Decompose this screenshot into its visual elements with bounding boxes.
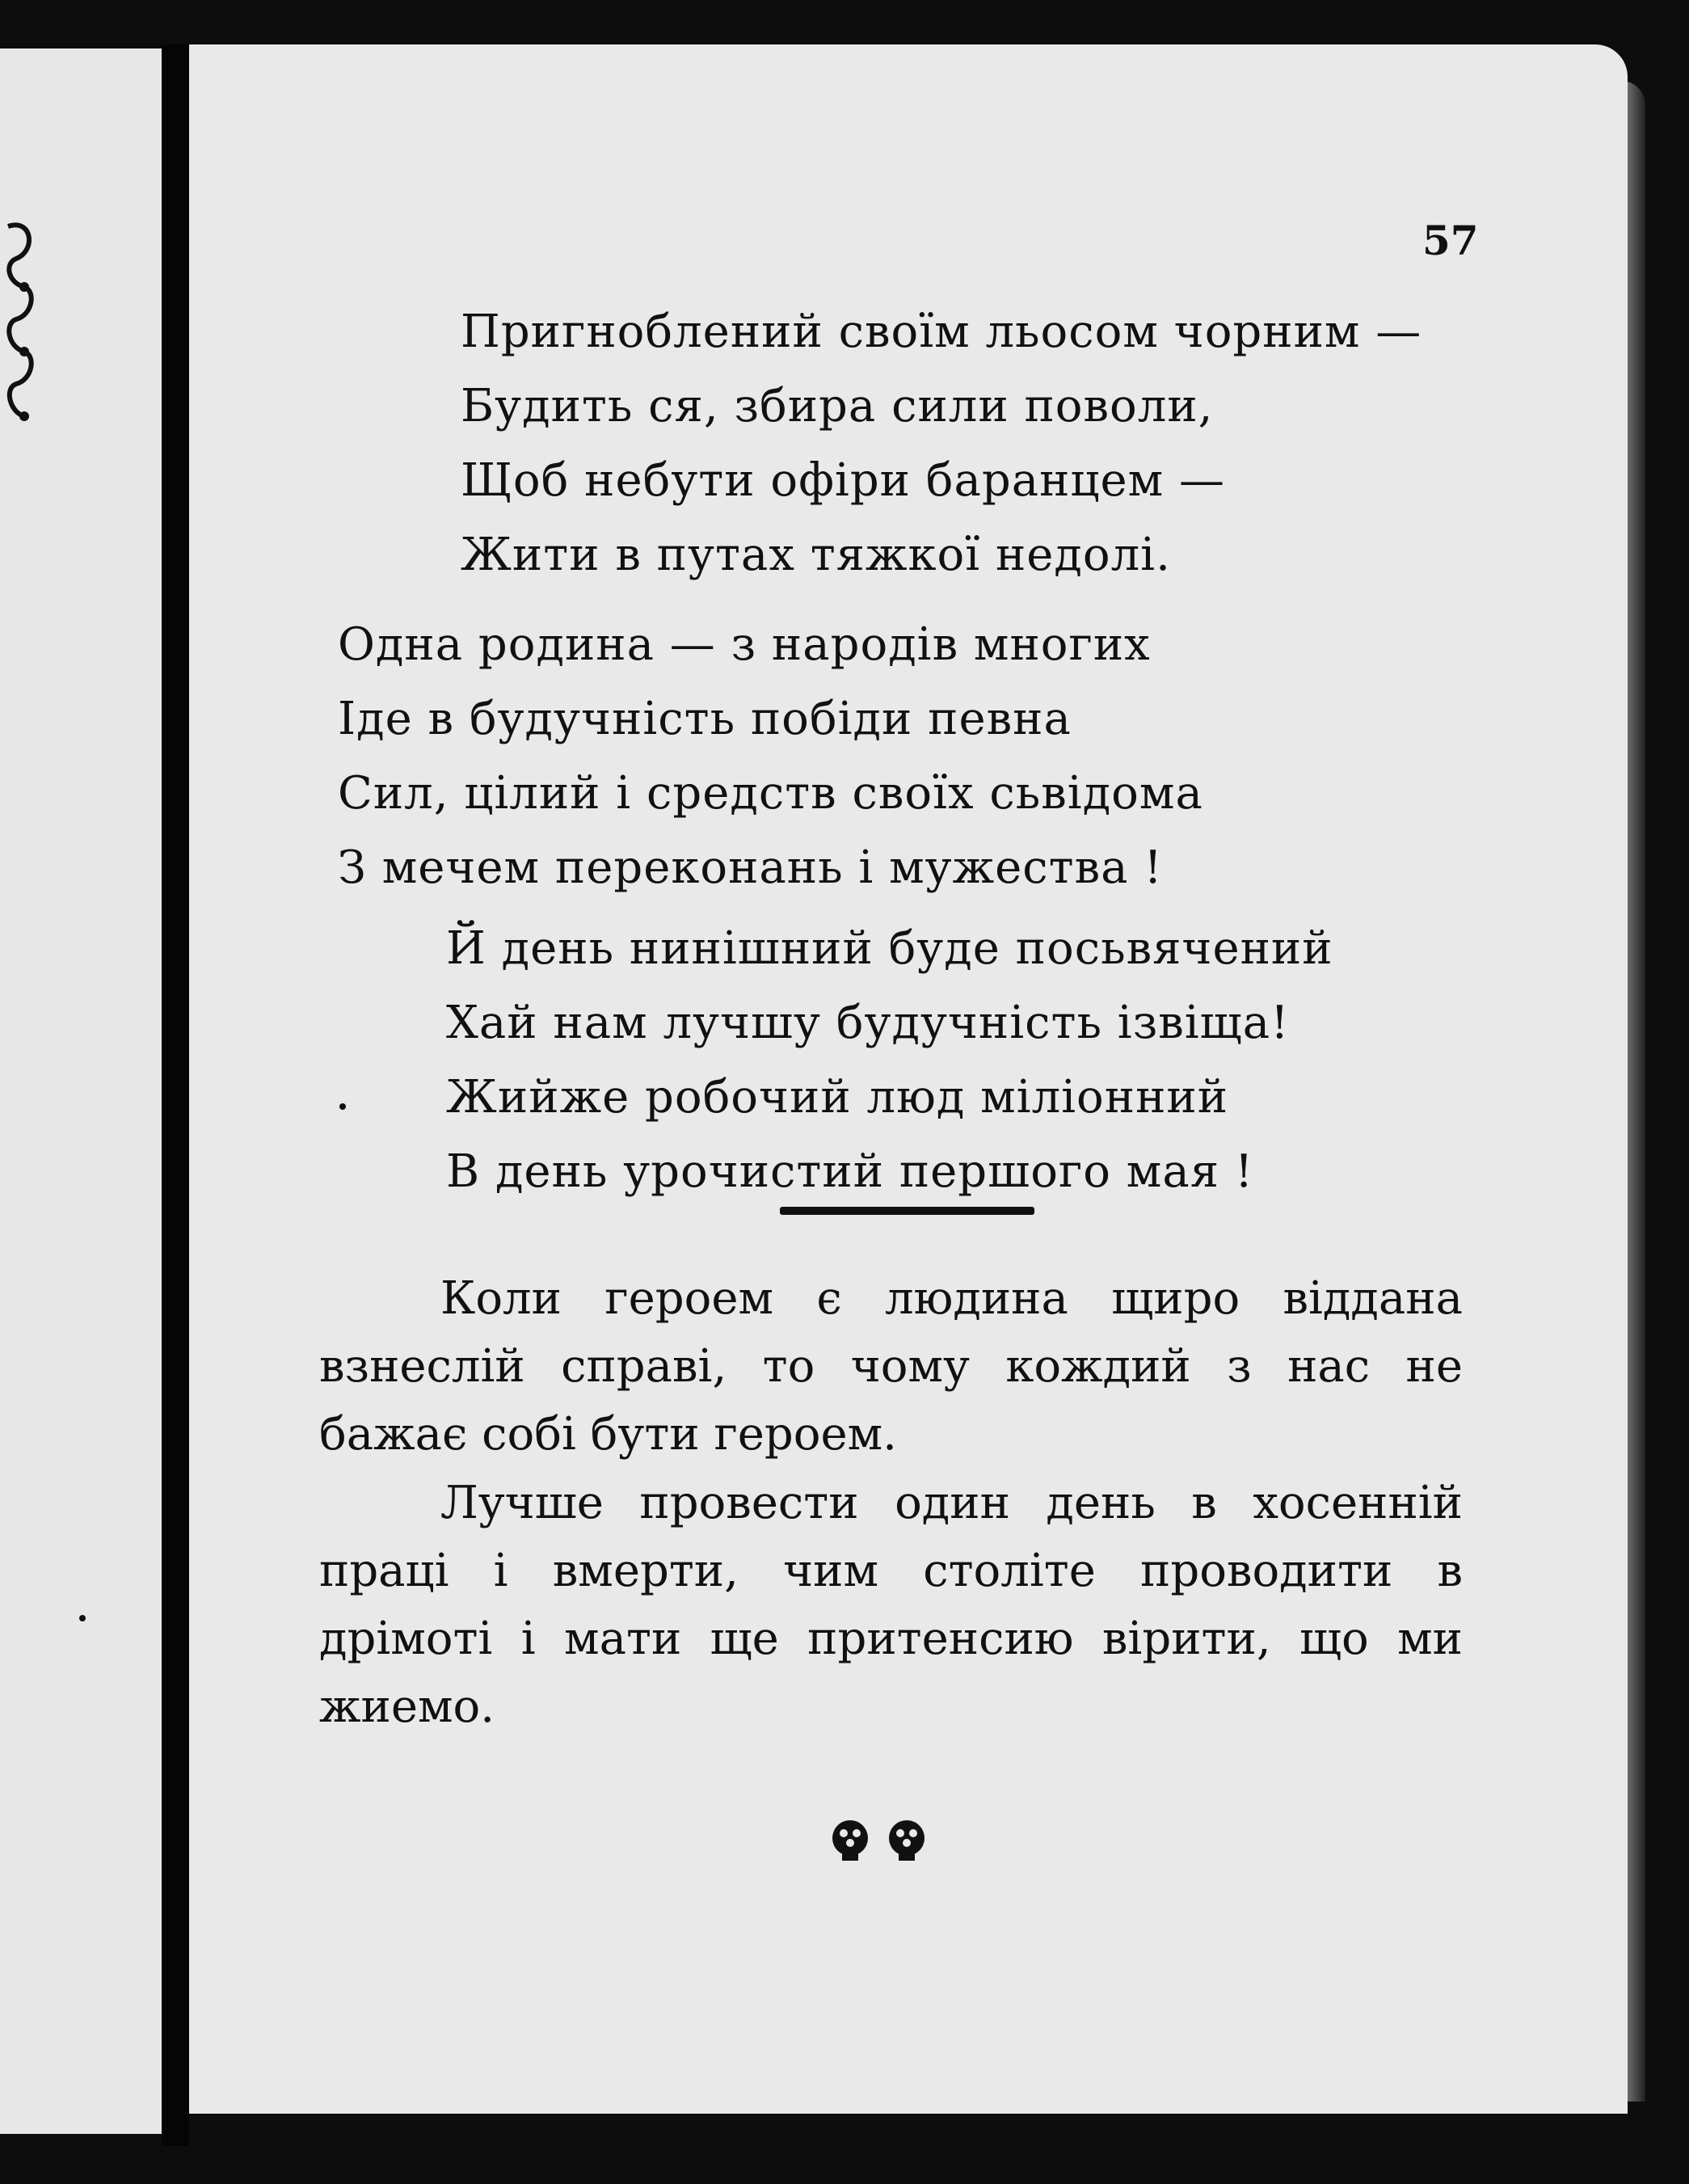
poem-line: В день урочистий першого мая ! (446, 1145, 1254, 1198)
poem-line: Жийже робочий люд міліонний (446, 1071, 1229, 1124)
section-divider (780, 1207, 1034, 1215)
poem-line: Одна родина — з народів многих (338, 618, 1151, 671)
poem-stanza-2 (338, 608, 1203, 905)
poem-line: З мечем переконань і мужества ! (338, 841, 1163, 894)
poem-stanza-3 (446, 912, 1333, 1209)
poem-line: Й день нинішний буде посьвячений (446, 922, 1333, 975)
page-number: 57 (1422, 217, 1479, 264)
poem-line: Щоб небути офіри баранцем — (461, 454, 1225, 507)
scroll-ornament-icon (0, 210, 40, 453)
double-fleuron-icon (826, 1815, 931, 1864)
print-speck (79, 1615, 86, 1621)
poem-line: Сил, цілий і средств своїх сьвідома (338, 767, 1203, 820)
book-gutter (162, 44, 189, 2146)
poem-line: Будить ся, збира сили поволи, (461, 380, 1214, 432)
poem-stanza-1 (461, 295, 1422, 592)
print-speck (339, 1103, 346, 1110)
prose-paragraph-1: Коли героем є людина щиро віддана взнеслій справі, то чому кождий з нас не бажає собі бути героем. (319, 1272, 1463, 1461)
poem-line: Пригноблений своїм льосом чорним — (461, 306, 1422, 358)
facing-page-edge (0, 48, 162, 2134)
prose-paragraph-2: Лучше провести один день в хосенній праці і вмерти, чим століте проводити в дрімоті і мати ще притенсию вірити, що ми жиемо. (319, 1477, 1463, 1733)
poem-line: Хай нам лучшу будучність ізвіща! (446, 997, 1290, 1049)
poem-line: Іде в будучність побіди певна (338, 693, 1072, 745)
poem-line: Жити в путах тяжкої недолі. (461, 529, 1171, 581)
